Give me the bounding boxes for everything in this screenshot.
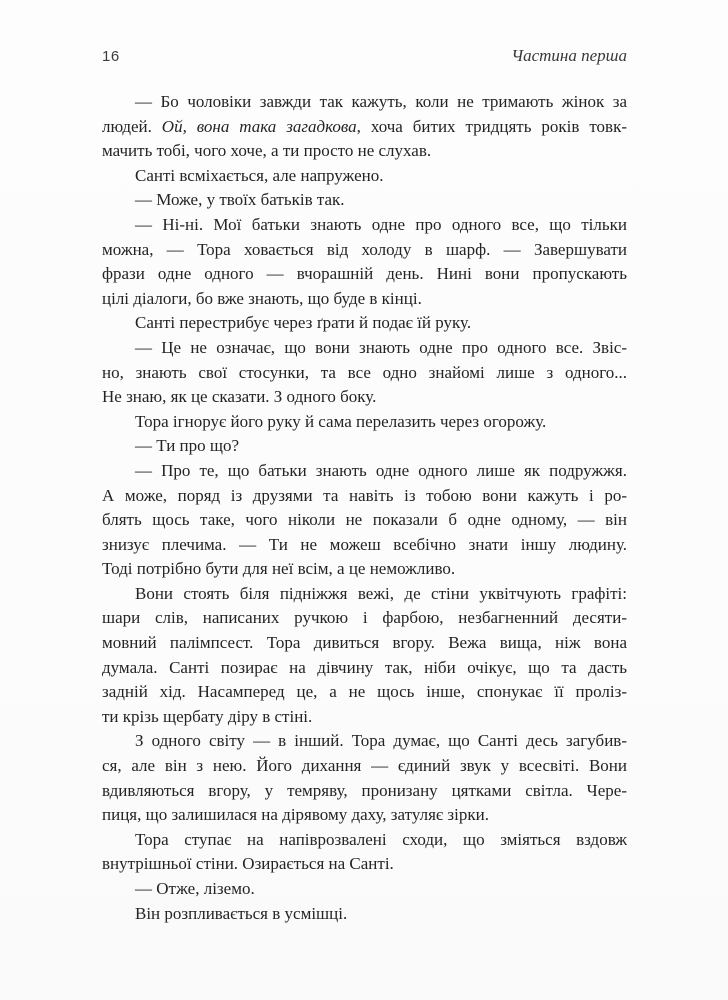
text-line: Тора ступає на напіврозвалені сходи, що зміяться вздовж (135, 829, 627, 849)
text-line: ся, але він з нею. Його дихання — єдиний звук у всесвіті. Вони (102, 756, 627, 776)
paragraph (102, 164, 627, 189)
text-line: Не знаю, як це сказати. З одного боку. (102, 387, 377, 407)
text-line: блять щось таке, чого ніколи не показали б одне одному, — він (102, 510, 627, 530)
text-line: Тора ігнорує його руку й сама перелазить через огорожу. (135, 411, 547, 431)
text-line: Санті всміхається, але напружено. (135, 165, 384, 185)
paragraph (102, 188, 627, 213)
text-line: но, знають свої стосунки, та все одно знайомі лише з одного... (102, 362, 627, 382)
paragraph (102, 90, 627, 164)
text-line: Санті перестрибує через ґрати й подає їй руку. (135, 313, 472, 333)
paragraph (102, 729, 627, 827)
text-line: фрази одне одного — вчорашній день. Нині вони пропускають (102, 264, 627, 284)
text-body (102, 90, 627, 926)
paragraph (102, 902, 627, 927)
running-header (102, 46, 627, 66)
paragraph (102, 213, 627, 311)
text-line: цілі діалоги, бо вже знають, що буде в кінці. (102, 288, 422, 308)
text-line: — Про те, що батьки знають одне одного лише як подружжя. (135, 460, 627, 480)
paragraph (102, 459, 627, 582)
text-line: шари слів, написаних ручкою і фарбою, незбагненний десяти- (102, 608, 627, 628)
text-line: думала. Санті позирає на дівчину так, ніби очікує, що та дасть (102, 657, 627, 677)
text-line: — Бо чоловіки завжди так кажуть, коли не тримають жінок за (135, 92, 627, 111)
text-line: — Отже, ліземо. (135, 879, 255, 898)
text-line: людей. Ой, вона така загадкова, хоча битих тридцять років товк- (102, 116, 627, 136)
section-title: Частина перша (511, 46, 627, 65)
text-line: внутрішньої стіни. Озирається на Санті. (102, 854, 394, 874)
text-line: мовний палімпсест. Тора дивиться вгору. Вежа вища, ніж вона (102, 633, 627, 653)
text-line: — Ти про що? (135, 436, 240, 456)
text-line: задній хід. Насамперед це, а не щось інше, спонукає її проліз- (102, 682, 627, 702)
paragraph (102, 410, 627, 435)
text-line: Вони стоять біля підніжжя вежі, де стіни уквітчують графіті: (135, 583, 627, 603)
text-line: Він розпливається в усмішці. (135, 903, 348, 923)
text-line: мачить тобі, чого хоче, а ти просто не слухав. (102, 141, 432, 161)
text-line: можна, — Тора ховається від холоду в шарф. — Завершувати (102, 239, 627, 259)
text-line: А може, поряд із друзями та навіть із тобою вони кажуть і ро- (102, 485, 627, 505)
paragraph (102, 828, 627, 877)
text-line: — Це не означає, що вони знають одне про одного все. Звіс- (135, 337, 627, 357)
paragraph (102, 311, 627, 336)
paragraph (102, 582, 627, 730)
text-line: — Ні-ні. Мої батьки знають одне про одного все, що тільки (135, 214, 627, 234)
text-line: — Може, у твоїх батьків так. (135, 190, 345, 210)
text-line: знизує плечима. — Ти не можеш всебічно знати іншу людину. (102, 534, 627, 554)
paragraph (102, 434, 627, 459)
text-line: ти крізь щербату діру в стіні. (102, 706, 313, 726)
text-line: пиця, що залишилася на дірявому даху, затуляє зірки. (102, 805, 489, 825)
paragraph (102, 336, 627, 410)
page-number: 16 (102, 48, 120, 65)
text-line: З одного світу — в інший. Тора думає, що Санті десь загубив- (135, 731, 627, 751)
text-line: вдивляються вгору, у темряву, пронизану цятками світла. Чере- (102, 780, 627, 800)
text-line: Тоді потрібно бути для неї всім, а це неможливо. (102, 559, 456, 579)
paragraph (102, 877, 627, 902)
